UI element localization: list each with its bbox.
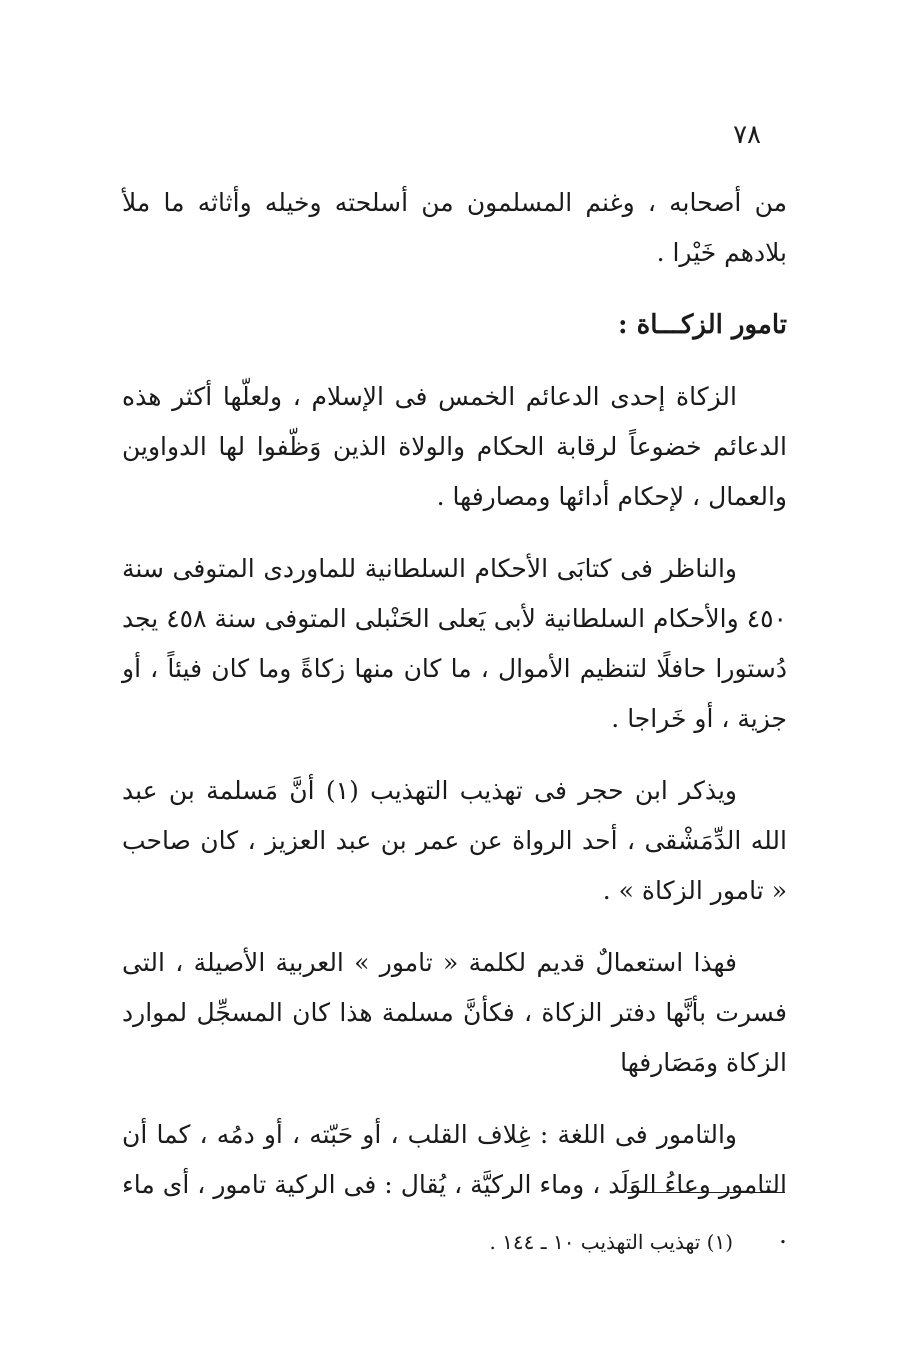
paragraph-zakat-pillar: الزكاة إحدى الدعائم الخمس فى الإسلام ، ولعلّها أكثر هذه الدعائم خضوعاً لرقابة الحكام والولاة الذين وَظّفوا لها الدواوين والعمال ، لإحكام أدائها ومصارفها . (122, 382, 787, 511)
paragraph-tamur-language: والتامور فى اللغة : غِلاف القلب ، أو حَبّته ، أو دمُه ، كما أن التامور وعاءُ الوَلَد ، وماء الركيَّة ، يُقال : فى الركية تامور ، أى ماء . (122, 1120, 787, 1249)
footnote: (١) تهذيب التهذيب ١٠ ـ ١٤٤ . (489, 1230, 733, 1254)
body-text (122, 178, 787, 1282)
paragraph-continuation: من أصحابه ، وغنم المسلمون من أسلحته وخيله وأثاثه ما ملأ بلادهم خَيْرا . (122, 188, 787, 267)
paragraph-tamur-word: فهذا استعمالٌ قديم لكلمة « تامور » العربية الأصيلة ، التى فسرت بأنَّها دفتر الزكاة ، فكأنَّ مسلمة هذا كان المسجِّل لموارد الزكاة ومَصَارفها (122, 948, 787, 1077)
page-number: ٧٨ (733, 120, 761, 150)
section-heading: تامور الزكـــاة : (617, 310, 787, 340)
paragraph-ibn-hajar: ويذكر ابن حجر فى تهذيب التهذيب (١) أنَّ مَسلمة بن عبد الله الدِّمَشْقى ، أحد الرواة عن عمر بن عبد العزيز ، كان صاحب « تامور الزكاة » . (122, 776, 787, 905)
footnote-divider (627, 1192, 785, 1193)
paragraph-sultanic-rulings: والناظر فى كتابَى الأحكام السلطانية للماوردى المتوفى سنة ٤٥٠ والأحكام السلطانية لأبى يَعلى الحَنْبلى المتوفى سنة ٤٥٨ يجد دُستورا حافلًا لتنظيم الأموال ، ما كان منها زكاةً وما كان فيئاً ، أو جزية ، أو خَراجا . (122, 554, 787, 733)
